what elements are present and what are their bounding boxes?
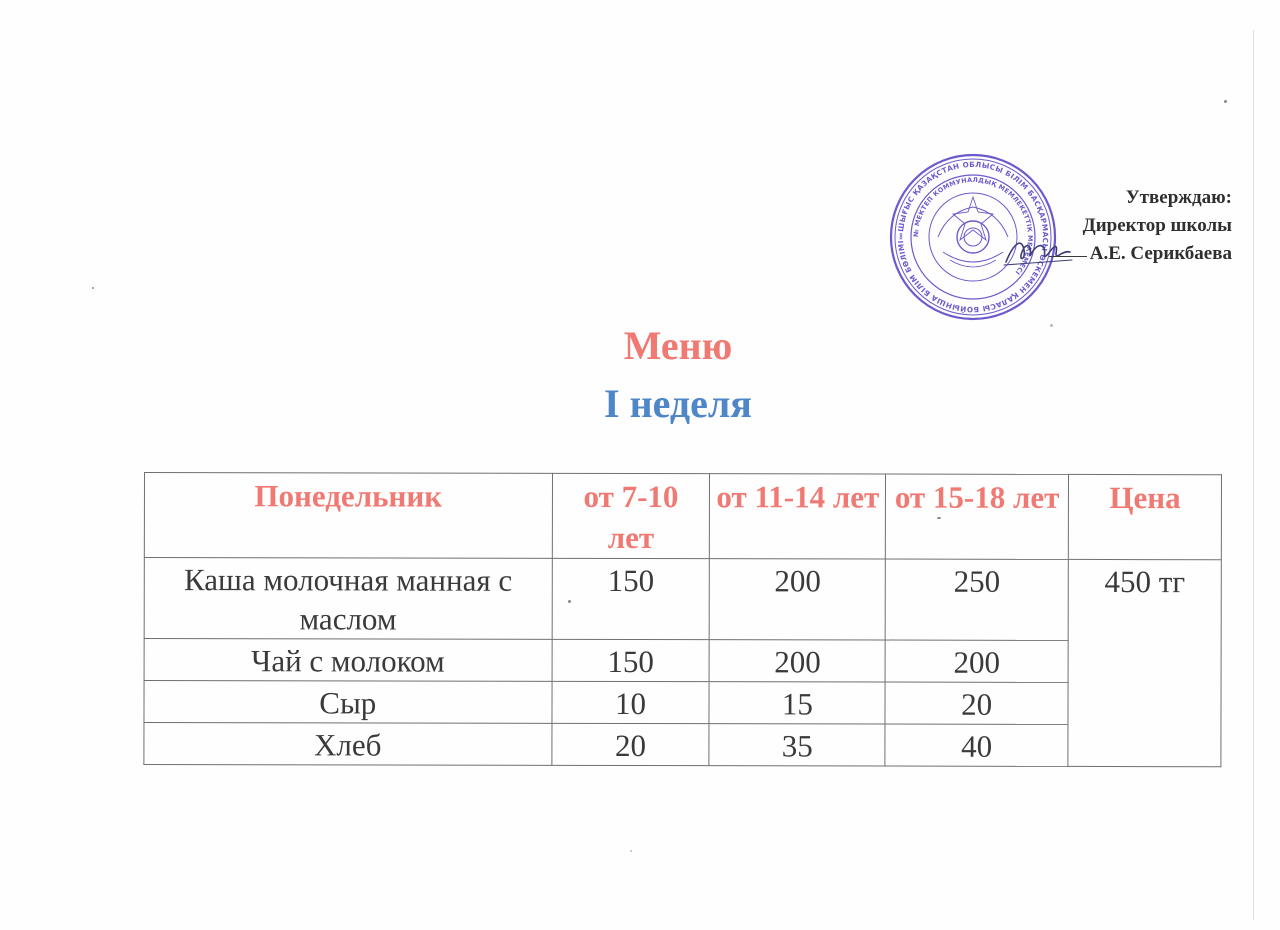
header-age-7-10: от 7-10 лет	[552, 473, 710, 558]
portion-7-10: 150	[552, 639, 710, 681]
week-title: I неделя	[604, 381, 752, 426]
scan-edge-line	[1253, 30, 1254, 920]
portion-7-10: 10	[552, 681, 710, 723]
signatory-name: А.Е. Серикбаева	[1089, 243, 1232, 264]
approval-signatory	[1049, 240, 1232, 268]
item-name: Сыр	[144, 681, 552, 724]
portion-15-18: 200	[885, 640, 1068, 682]
stamp-inner-text: № МЕКТЕП КОММУНАЛДЫҚ МЕМЛЕКЕТТІК МЕКЕМЕСІ	[911, 175, 1035, 277]
portion-11-14: 200	[710, 640, 886, 682]
portion-15-18: 20	[885, 682, 1068, 724]
scan-speck	[630, 850, 632, 852]
portion-11-14: 35	[709, 724, 885, 766]
header-day: Понедельник	[144, 473, 552, 559]
price-cell: 450 тг	[1068, 559, 1221, 766]
portion-11-14: 200	[710, 559, 886, 640]
signature-line	[1049, 256, 1087, 257]
header-price: Цена	[1068, 474, 1221, 559]
approval-heading: Утверждаю:	[1125, 187, 1232, 208]
item-name: Хлеб	[144, 723, 552, 766]
table-row	[144, 723, 1221, 767]
portion-15-18: 250	[885, 559, 1068, 640]
menu-table	[143, 472, 1222, 767]
approval-block	[1049, 184, 1232, 268]
table-row	[144, 639, 1221, 683]
portion-11-14: 15	[709, 682, 885, 724]
header-age-11-14: от 11-14 лет	[710, 474, 886, 559]
table-row	[144, 681, 1221, 725]
portion-15-18: 40	[885, 724, 1068, 766]
stamp-outer-text: «ШЫҒЫС ҚАЗАҚСТАН ОБЛЫСЫ БІЛІМ БАСҚАРМАСЫ ӨСКЕМЕН ҚАЛАСЫ БОЙЫНША БІЛІМ БӨЛІМІ»	[895, 159, 1051, 315]
scan-speck	[92, 287, 94, 289]
item-name: Чай с молоком	[144, 639, 552, 682]
table-row	[144, 558, 1221, 641]
scan-speck	[1224, 100, 1227, 103]
portion-7-10: 150	[552, 558, 710, 639]
portion-7-10: 20	[552, 723, 710, 765]
approval-position: Директор школы	[1082, 215, 1232, 236]
header-age-15-18: от 15-18 лет	[886, 474, 1069, 559]
item-name: Каша молочная манная с маслом	[144, 558, 552, 640]
menu-title: Меню	[623, 323, 733, 368]
table-header-row	[144, 473, 1221, 560]
